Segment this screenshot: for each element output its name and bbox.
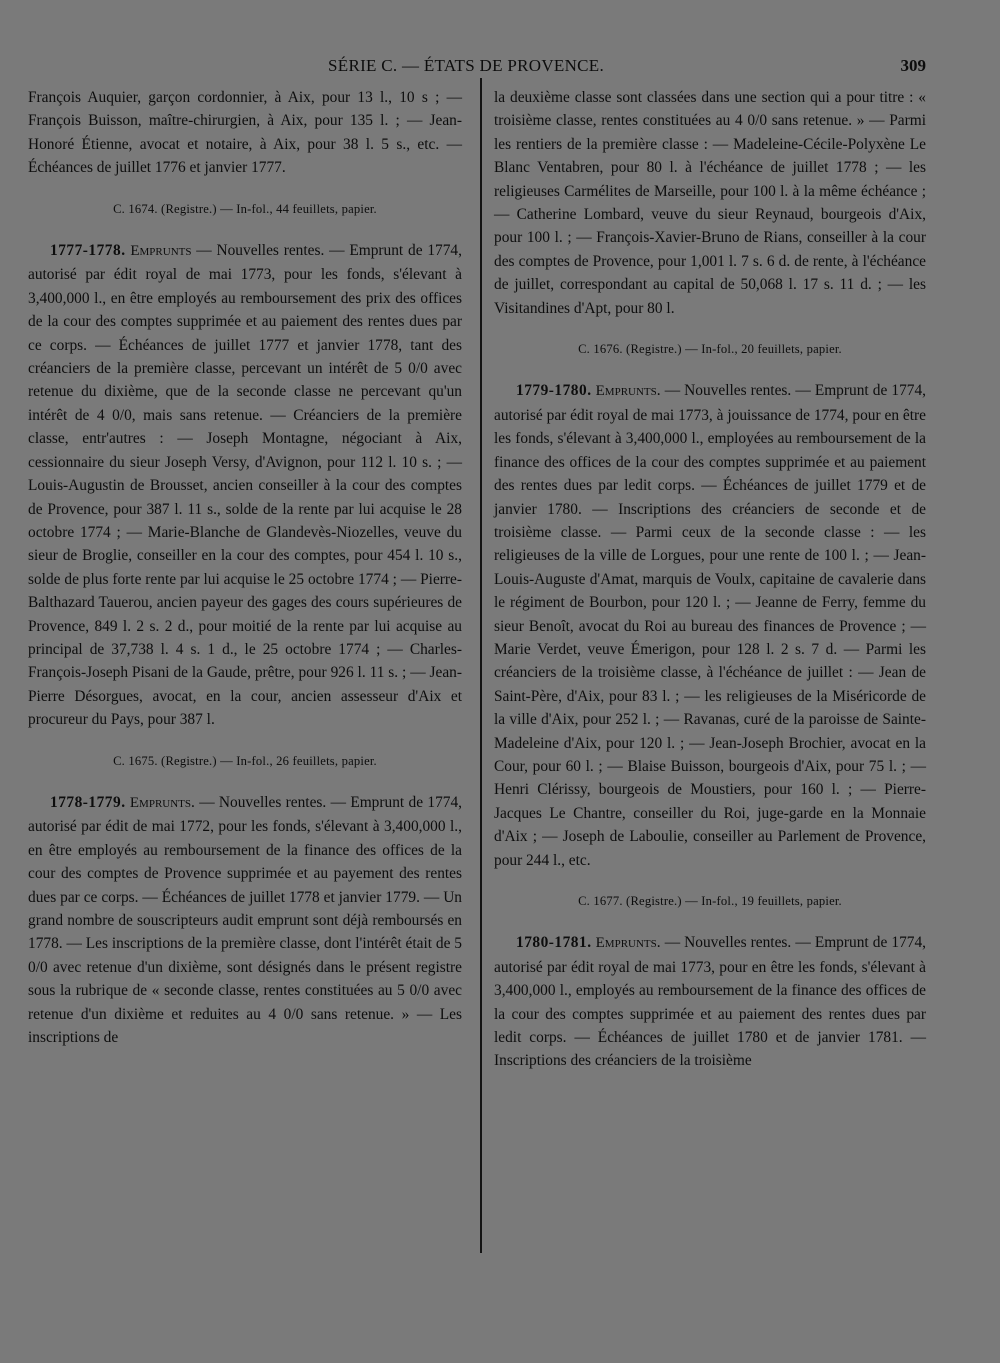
entry-heading: Emprunts: [129, 794, 192, 811]
right-column: [494, 86, 926, 1073]
left-column: [28, 86, 462, 1049]
register-reference: C. 1676. (Registre.) — In-fol., 20 feuillets, papier.: [578, 342, 842, 357]
continuation-paragraph: la deuxième classe sont classées dans une section qui a pour titre : « troisième classe, rentes constituées au 4 0/0 sans retenue. » — Parmi les rentiers de la première classe : — Madeleine-Cécile-Polyxène Le Blanc Ventabren, pour 80 l. à l'échéance de juillet 1778 ; — les religieuses Carmélites de Marseille, pour 100 l. à la même échéance ; — Catherine Lombard, veuve du sieur Reynaud, bourgeois d'Aix, pour 100 l. ; — François-Xavier-Bruno de Rians, conseiller à la cour des comptes de Provence, pour 1,001 l. 7 s. 6 d. de rente, à l'échéance de juillet, correspondant au capital de 50,068 l. 17 s. 11 d. ; — les Visitandines d'Apt, pour 80 l.: [494, 89, 926, 317]
entry-paragraph: [494, 379, 926, 872]
entry-year: 1777-1778.: [50, 242, 126, 260]
entry-text: . — Nouvelles rentes. — Emprunt de 1774, autorisé par édit de mai 1772, pour les fonds, s'élevant à 3,400,000 l., en être employés au remboursement de la finance des offices de la cour des comptes de Provence supprimée et au payement des rentes dues par ce corps. — Échéances de juillet 1778 et janvier 1779. — Un grand nombre de souscripteurs audit emprunt sont déjà remboursés en 1778. — Les inscriptions de la première classe, dont l'intérêt était de 5 0/0 avec retenue d'un dixième, sont désignés dans le présent registre sous la rubrique de « seconde classe, rentes constituées au 5 0/0 avec retenue d'un dixième et reduites au 4 0/0 sans retenue. » — Les inscriptions de: [28, 793, 462, 1047]
entry-heading: Emprunts: [595, 935, 657, 952]
column-divider: [480, 78, 482, 1253]
entry-year: 1779-1780.: [516, 382, 592, 400]
entry-year: 1780-1781.: [516, 934, 592, 952]
entry-paragraph: [28, 791, 462, 1049]
entry-paragraph: [494, 931, 926, 1072]
series-title: SÉRIE C. — ÉTATS DE PROVENCE.: [328, 56, 605, 75]
continuation-paragraph: François Auquier, garçon cordonnier, à Aix, pour 13 l., 10 s ; — François Buisson, maître-chirurgien, à Aix, pour 135 l. ; — Jean-Honoré Étienne, avocat et notaire, à Aix, pour 38 l. 5 s., etc. — Échéances de juillet 1776 et janvier 1777.: [28, 89, 462, 177]
register-reference: C. 1677. (Registre.) — In-fol., 19 feuillets, papier.: [578, 894, 842, 908]
page-number: 309: [900, 56, 926, 75]
entry-paragraph: [28, 239, 462, 732]
entry-heading: Emprunts: [595, 383, 657, 400]
register-reference: C. 1674. (Registre.) — In-fol., 44 feuillets, papier.: [113, 201, 377, 216]
entry-heading: Emprunts: [130, 243, 192, 260]
entry-text: — Nouvelles rentes. — Emprunt de 1774, autorisé par édit royal de mai 1773, pour les fonds, s'élevant à 3,400,000 l., en être employés au remboursement des prix des offices de la cour des comptes supprimée et au paiement des rentes dues par ce corps. — Échéances de juillet 1777 et janvier 1778, tant des créanciers de la première classe, percevant un intérêt de 5 0/0 avec retenue du dixième, que de la seconde classe ne percevant qu'un intérêt de 4 0/0, mais sans retenue. — Créanciers de la première classe, entr'autres : — Joseph Montagne, négociant à Aix, cessionnaire du sieur Joseph Versy, d'Avignon, pour 112 l. 10 s. ; — Louis-Augustin de Brousset, ancien conseiller à la cour des comptes de Provence, pour 387 l. 11 s., solde de la rente par lui acquise le 28 octobre 1774 ; — Marie-Blanche de Glandevès-Niozelles, veuve du sieur de Broglie, conseiller en la cour des comptes, pour 454 l. 10 s., solde de plus forte rente par lui acquise le 25 octobre 1774 ; — Pierre-Balthazard Tauerou, ancien payeur des gages des cours supérieures de Provence, 849 l. 2 s. 2 d., pour moitié de la rente par lui acquise au principal de 37,738 l. 4 s. 1 d., le 25 octobre 1774 ; — Charles-François-Joseph Pisani de la Gaude, prêtre, pour 926 l. 11 s. ; — Jean-Pierre Désorgues, avocat, en la cour, ancien assesseur d'Aix et procureur du Pays, pour 387 l.: [28, 242, 462, 729]
entry-text: . — Nouvelles rentes. — Emprunt de 1774, autorisé par édit royal de mai 1773, pour en être les fonds, s'élevant à 3,400,000 l., employés au remboursement de la finance des offices de la cour des comptes supprimée et au paiement des rentes dues par ledit corps. — Échéances de juillet 1780 et de janvier 1781. — Inscriptions des créanciers de la troisième: [494, 934, 926, 1070]
entry-text: . — Nouvelles rentes. — Emprunt de 1774, autorisé par édit royal de mai 1773, à jouissance de 1774, pour en être les fonds, s'élevant à 3,400,000 l., employées au remboursement de la finance des offices de la cour des comptes supprimée et au paiement des rentes dues par ledit corps. — Échéances de juillet 1779 et de janvier 1780. — Inscriptions des créanciers de seconde et de troisième classe. — Parmi ceux de la seconde classe : — les religieuses de la ville de Lorgues, pour une rente de 100 l. ; — Jean-Louis-Auguste d'Amat, marquis de Voulx, capitaine de cavalerie dans le régiment de Bourbon, pour 120 l. ; — Jeanne de Ferry, femme du sieur Benoît, avocat du Roi au bureau des finances de Provence ; — Marie Verdet, veuve Émerigon, pour 128 l. 2 s. 7 d. — Parmi les créanciers de la troisième classe, à l'échéance de juillet : — Jean de Saint-Père, d'Aix, pour 83 l. ; — les religieuses de la Miséricorde de la ville d'Aix, pour 252 l. ; — Ravanas, curé de la paroisse de Sainte-Madeleine d'Aix, pour 120 l. ; — Jean-Joseph Brochier, avocat en la Cour, pour 60 l. ; — Blaise Buisson, bourgeois d'Aix, pour 75 l. ; — Henri Clérissy, bourgeois de Moustiers, pour 160 l. ; — Pierre-Jacques Le Chantre, conseiller du Roi, juge-garde en la Monnaie d'Aix ; — Joseph de Laboulie, conseiller au Parlement de Provence, pour 244 l., etc.: [494, 382, 926, 869]
register-reference: C. 1675. (Registre.) — In-fol., 26 feuillets, papier.: [113, 753, 377, 768]
entry-year: 1778-1779.: [50, 793, 126, 811]
running-header: [0, 56, 1000, 80]
